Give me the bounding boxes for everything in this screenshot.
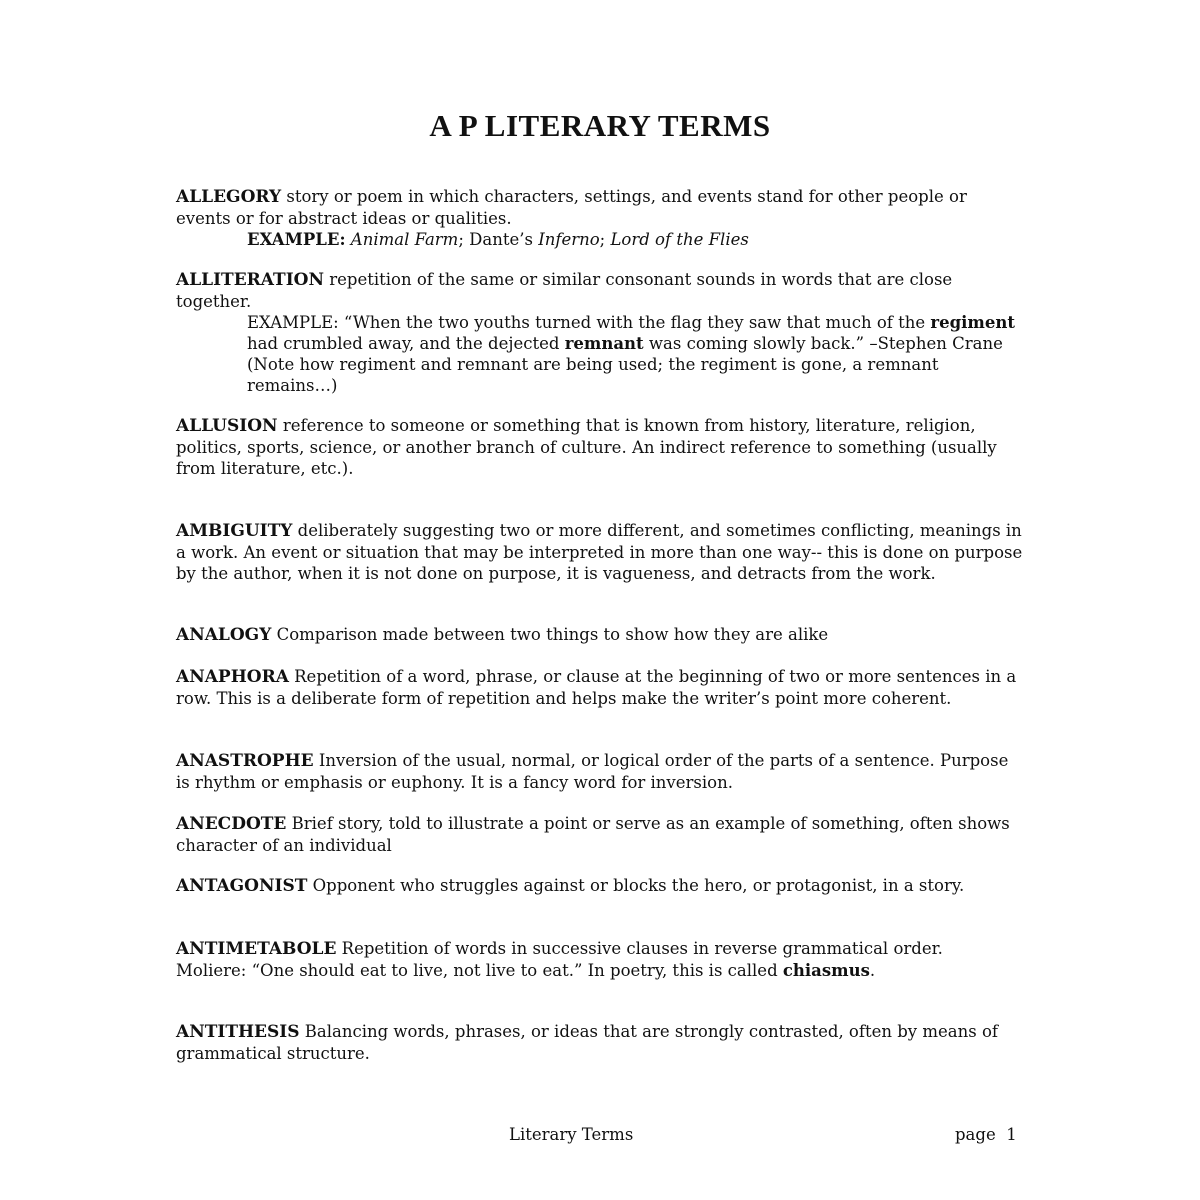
example-title: Lord of the Flies [610, 230, 749, 249]
term-definition: Inversion of the usual, normal, or logical order of the parts of a sentence. Purpose is rhythm or emphasis or euphony. It is a fancy word for inversion. [176, 751, 1009, 792]
term-heading: ALLUSION [176, 416, 278, 436]
entry-antithesis [176, 1021, 1026, 1064]
term-example [176, 229, 1026, 250]
term-heading: ANTAGONIST [176, 876, 308, 896]
term-definition: Brief story, told to illustrate a point or serve as an example of something, often shows character of an individual [176, 814, 1010, 855]
example-title: Inferno [538, 230, 600, 249]
term-example [176, 960, 1026, 981]
example-separator: ; Dante’s [458, 230, 539, 249]
term-definition: Repetition of a word, phrase, or clause at the beginning of two or more sentences in a row. This is a deliberate form of repetition and helps make the writer’s point more coherent. [176, 667, 1017, 708]
example-emphasis: remnant [564, 334, 644, 353]
term-definition: repetition of the same or similar consonant sounds in words that are close together. [176, 270, 953, 311]
term-heading: ANTITHESIS [176, 1022, 300, 1042]
term-definition: story or poem in which characters, settings, and events stand for other people or events or for abstract ideas or qualities. [176, 187, 967, 228]
example-text: was coming slowly back.” –Stephen Crane (Note how regiment and remnant are being used; the regiment is gone, a remnant remains…) [247, 334, 1003, 395]
entry-allusion [176, 415, 1026, 479]
example-text: . [869, 961, 876, 980]
term-definition: Repetition of words in successive clauses in reverse grammatical order. [336, 939, 943, 958]
example-text: EXAMPLE: “When the two youths turned with the flag they saw that much of the [247, 313, 931, 332]
term-definition: deliberately suggesting two or more different, and sometimes conflicting, meanings in a work. An event or situation that may be interpreted in more than one way-- this is done on purpose by the author, when it is not done on purpose, it is vagueness, and detracts from the work. [176, 521, 1023, 583]
example-separator: ; [599, 230, 611, 249]
entry-anaphora [176, 666, 1026, 709]
entry-analogy [176, 624, 1026, 646]
term-definition: Balancing words, phrases, or ideas that are strongly contrasted, often by means of grammatical structure. [176, 1022, 998, 1063]
term-heading: ALLITERATION [176, 270, 324, 290]
example-title: Animal Farm [350, 230, 459, 249]
example-text: Moliere: “One should eat to live, not live to eat.” In poetry, this is called [176, 961, 783, 980]
term-heading: ANASTROPHE [176, 751, 314, 771]
example-emphasis: chiasmus [782, 961, 870, 980]
example-emphasis: regiment [930, 313, 1015, 332]
entry-antagonist [176, 875, 1026, 897]
footer-page-number: page 1 [955, 1125, 1017, 1144]
term-heading: AMBIGUITY [176, 521, 293, 541]
term-definition: Opponent who struggles against or blocks the hero, or protagonist, in a story. [307, 876, 965, 895]
term-definition: Comparison made between two things to show how they are alike [271, 625, 829, 644]
entry-anecdote [176, 813, 1026, 856]
example-label: EXAMPLE: [247, 230, 346, 249]
entry-antimetabole [176, 938, 1026, 981]
term-heading: ANTIMETABOLE [176, 939, 337, 959]
term-heading: ANALOGY [176, 625, 272, 645]
term-example [176, 312, 1026, 396]
footer-title: Literary Terms [509, 1125, 634, 1144]
term-heading: ANAPHORA [176, 667, 289, 687]
page-title: A P LITERARY TERMS [429, 108, 771, 143]
entry-allegory [176, 186, 1026, 250]
term-heading: ALLEGORY [176, 187, 282, 207]
entry-ambiguity [176, 520, 1026, 584]
entry-anastrophe [176, 750, 1026, 793]
entry-alliteration [176, 269, 1026, 396]
term-definition: reference to someone or something that is known from history, literature, religion, politics, sports, science, or another branch of culture. An indirect reference to something (usually from literature, etc.). [176, 416, 997, 478]
example-text: had crumbled away, and the dejected [247, 334, 565, 353]
term-heading: ANECDOTE [176, 814, 287, 834]
